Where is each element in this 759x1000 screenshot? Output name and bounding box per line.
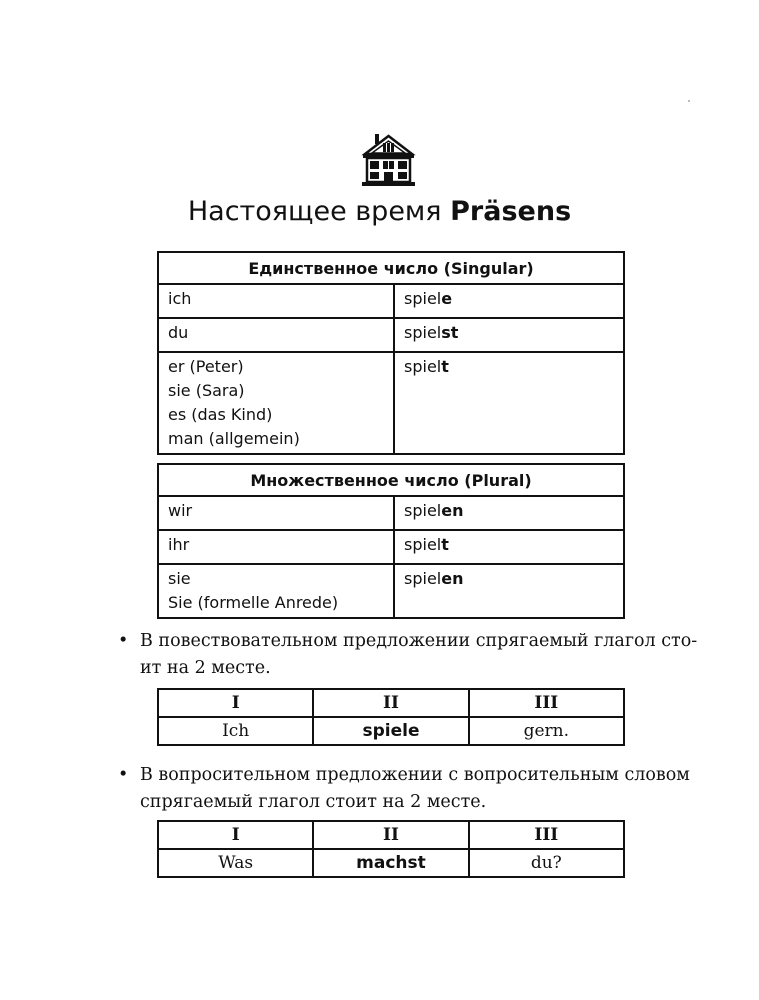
pronoun-cell xyxy=(158,496,394,530)
position-header: I xyxy=(158,821,313,849)
word-order-table-declarative xyxy=(157,688,625,746)
table-row xyxy=(158,530,624,564)
pronoun: wir xyxy=(168,501,193,520)
table-row xyxy=(158,496,624,530)
scan-speck xyxy=(688,100,690,102)
rule-line: спрягаемый глагол стоит на 2 месте. xyxy=(140,792,487,812)
verb-cell xyxy=(394,530,624,564)
word-order-table-interrogative xyxy=(157,820,625,878)
pronoun: sie (Sara) xyxy=(168,381,245,400)
verb-stem: spiel xyxy=(404,323,442,342)
verb-ending: en xyxy=(441,501,464,520)
table-row xyxy=(158,352,624,454)
verb-stem: spiel xyxy=(404,289,442,308)
pronoun: er (Peter) xyxy=(168,357,244,376)
verb-ending: e xyxy=(441,289,453,308)
verb-stem: spiel xyxy=(404,357,442,376)
rule-text xyxy=(140,628,698,682)
verb-cell xyxy=(394,352,624,454)
title-german: Präsens xyxy=(450,196,572,227)
verb-ending: t xyxy=(441,357,449,376)
rule-line: ит на 2 месте. xyxy=(140,658,271,678)
plural-header: Множественное число (Plural) xyxy=(158,464,624,496)
verb-ending: t xyxy=(441,535,449,554)
rule-line: В вопросительном предложении с вопросительным словом xyxy=(140,765,690,785)
pronoun: es (das Kind) xyxy=(168,405,273,424)
verb-ending: en xyxy=(441,569,464,588)
pronoun: ich xyxy=(168,289,192,308)
sentence-verb: spiele xyxy=(313,717,468,745)
rule-line: В повествовательном предложении спрягаемый глагол сто- xyxy=(140,631,698,651)
position-header: II xyxy=(313,821,468,849)
house-icon xyxy=(361,132,416,187)
pronoun: Sie (formelle Anrede) xyxy=(168,593,339,612)
position-header: III xyxy=(469,689,624,717)
position-header: III xyxy=(469,821,624,849)
pronoun-cell xyxy=(158,530,394,564)
singular-table xyxy=(157,251,625,455)
sentence-word: du? xyxy=(469,849,624,877)
position-header: I xyxy=(158,689,313,717)
verb-cell xyxy=(394,496,624,530)
table-row xyxy=(158,284,624,318)
rule-text xyxy=(140,762,692,816)
plural-table xyxy=(157,463,625,619)
pronoun-cell xyxy=(158,284,394,318)
table-row xyxy=(158,849,624,877)
pronoun-cell xyxy=(158,564,394,618)
verb-stem: spiel xyxy=(404,569,442,588)
title-russian: Настоящее время xyxy=(187,196,442,227)
verb-cell xyxy=(394,318,624,352)
verb-cell xyxy=(394,284,624,318)
table-row xyxy=(158,318,624,352)
sentence-word: Was xyxy=(158,849,313,877)
verb-stem: spiel xyxy=(404,535,442,554)
pronoun: man (allgemein) xyxy=(168,429,300,448)
pronoun: du xyxy=(168,323,189,342)
singular-header: Единственное число (Singular) xyxy=(158,252,624,284)
table-row xyxy=(158,821,624,849)
position-header: II xyxy=(313,689,468,717)
table-row xyxy=(158,564,624,618)
pronoun: ihr xyxy=(168,535,190,554)
verb-cell xyxy=(394,564,624,618)
sentence-verb: machst xyxy=(313,849,468,877)
verb-ending: st xyxy=(441,323,459,342)
sentence-word: Ich xyxy=(158,717,313,745)
table-row xyxy=(158,717,624,745)
pronoun-cell xyxy=(158,318,394,352)
sentence-word: gern. xyxy=(469,717,624,745)
table-row xyxy=(158,689,624,717)
pronoun: sie xyxy=(168,569,191,588)
page-title xyxy=(0,190,759,234)
bullet-icon: • xyxy=(118,765,129,785)
verb-stem: spiel xyxy=(404,501,442,520)
bullet-icon: • xyxy=(118,631,129,651)
pronoun-cell xyxy=(158,352,394,454)
